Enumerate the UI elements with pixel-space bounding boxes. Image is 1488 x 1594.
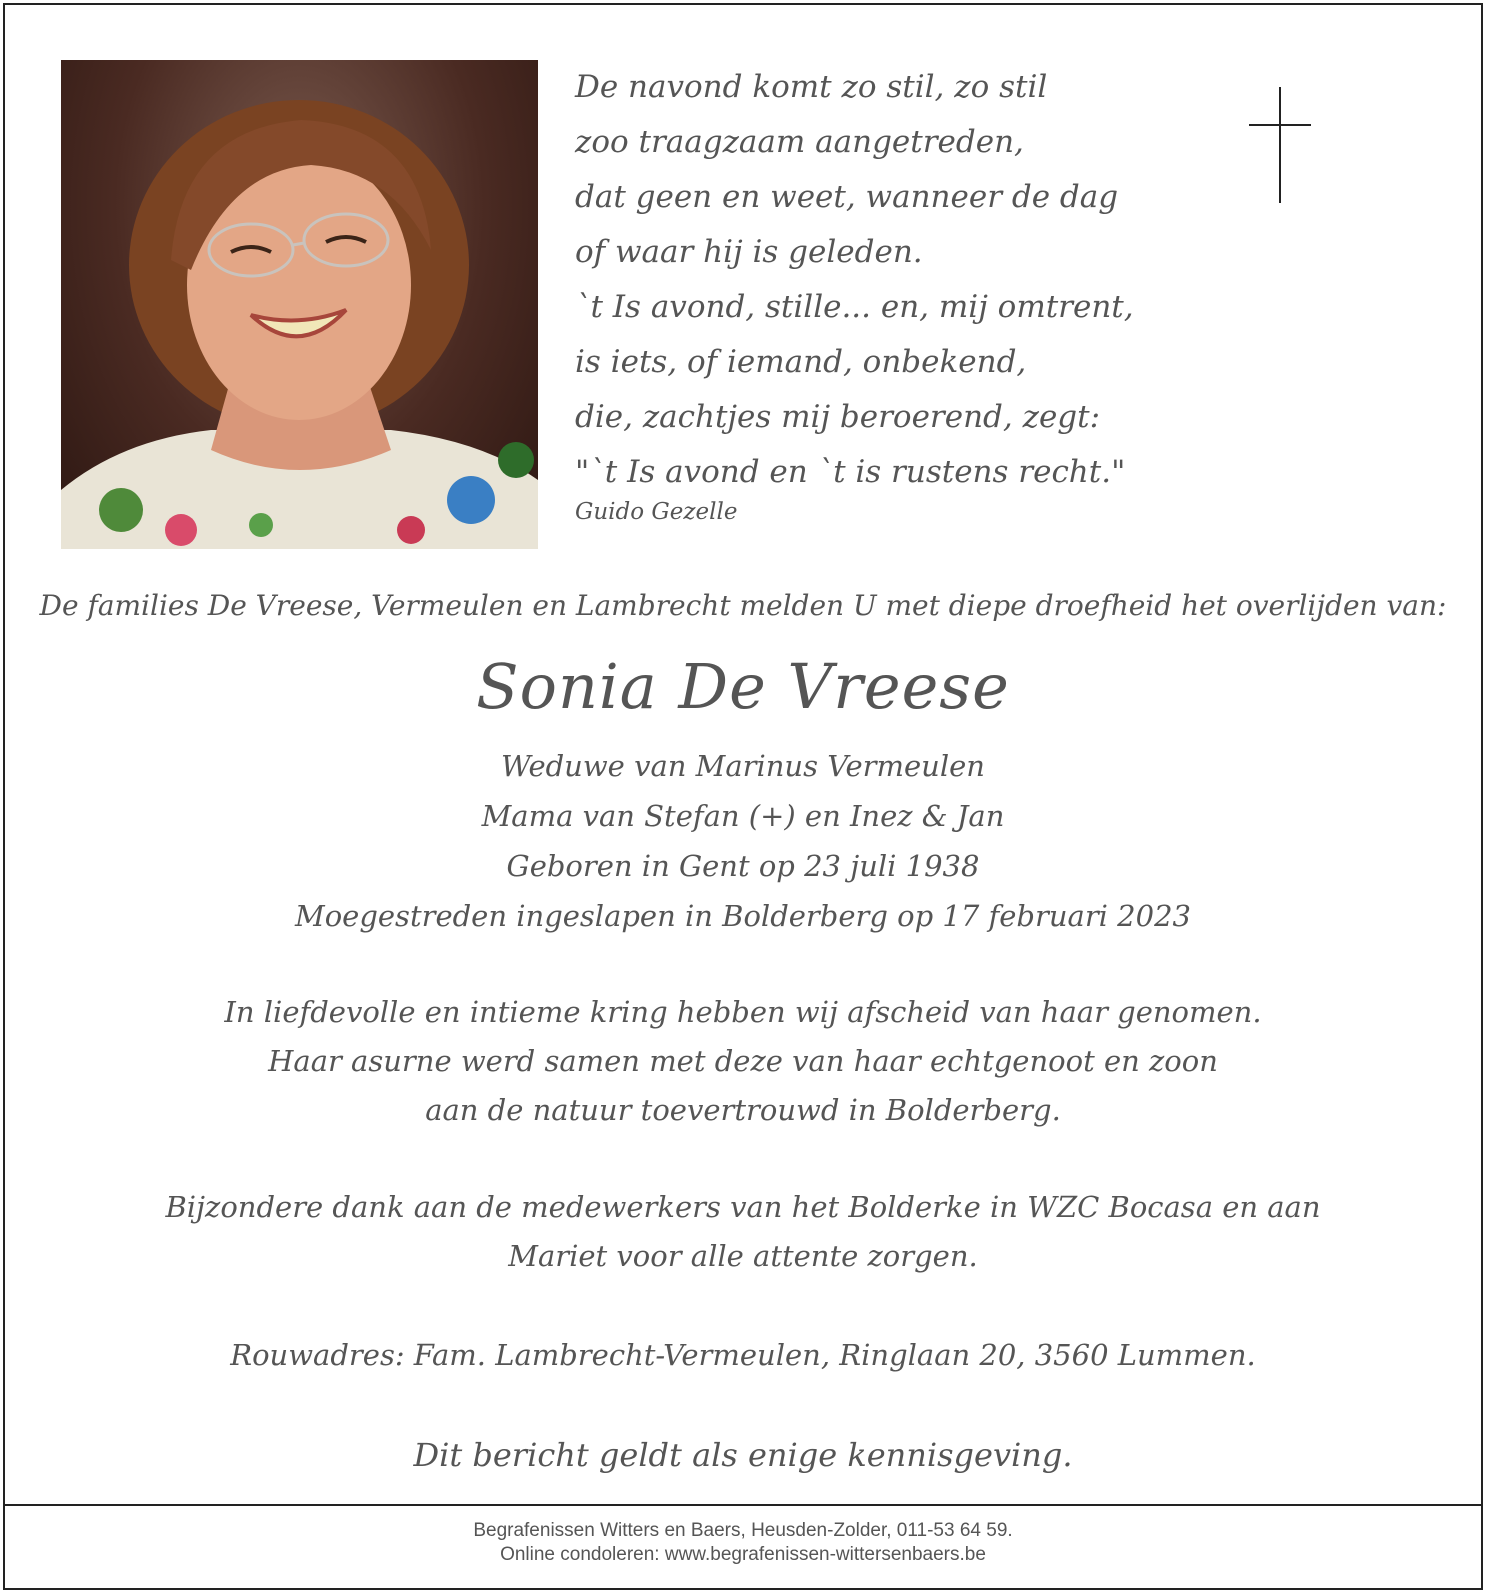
poem-line: dat geen en weet, wanneer de dag xyxy=(575,179,1119,215)
deceased-details xyxy=(5,741,1481,941)
thanks-line: Mariet voor alle attente zorgen. xyxy=(508,1239,978,1273)
death-notice xyxy=(3,3,1483,1590)
farewell-text xyxy=(5,988,1481,1135)
poem-line: zoo traagzaam aangetreden, xyxy=(575,124,1024,160)
detail-line: Geboren in Gent op 23 juli 1938 xyxy=(506,849,980,883)
farewell-line: aan de natuur toevertrouwd in Bolderberg. xyxy=(425,1093,1061,1127)
announcement: De families De Vreese, Vermeulen en Lambrecht melden U met diepe droefheid het overlijden van: xyxy=(39,589,1447,622)
thanks-line: Bijzondere dank aan de medewerkers van het Bolderke in WZC Bocasa en aan xyxy=(165,1190,1321,1224)
farewell-line: In liefdevolle en intieme kring hebben wij afscheid van haar genomen. xyxy=(224,995,1262,1029)
detail-line: Moegestreden ingeslapen in Bolderberg op 17 februari 2023 xyxy=(295,899,1191,933)
poem-line: is iets, of iemand, onbekend, xyxy=(575,344,1027,380)
poem-author: Guido Gezelle xyxy=(575,499,738,525)
poem xyxy=(575,60,1135,528)
footer-divider xyxy=(5,1504,1481,1506)
poem-line: die, zachtjes mij beroerend, zegt: xyxy=(575,399,1101,435)
detail-line: Weduwe van Marinus Vermeulen xyxy=(501,749,985,783)
poem-line: "`t Is avond en `t is rustens recht." xyxy=(575,454,1126,490)
poem-line: `t Is avond, stille... en, mij omtrent, xyxy=(575,289,1134,325)
detail-line: Mama van Stefan (+) en Inez & Jan xyxy=(481,799,1005,833)
cross-icon xyxy=(1249,87,1311,203)
poem-line: of waar hij is geleden. xyxy=(575,234,923,270)
farewell-line: Haar asurne werd samen met deze van haar echtgenoot en zoon xyxy=(268,1044,1218,1078)
footer-condolence-link[interactable]: Online condoleren: www.begrafenissen-wittersenbaers.be xyxy=(500,1544,986,1565)
thanks-text xyxy=(5,1183,1481,1281)
portrait-photo xyxy=(61,60,538,549)
mourning-address: Rouwadres: Fam. Lambrecht-Vermeulen, Ringlaan 20, 3560 Lummen. xyxy=(230,1338,1256,1372)
poem-line: De navond komt zo stil, zo stil xyxy=(575,69,1048,105)
footer-funeral-home: Begrafenissen Witters en Baers, Heusden-Zolder, 011-53 64 59. xyxy=(473,1520,1013,1541)
footer xyxy=(5,1519,1481,1567)
final-notice: Dit bericht geldt als enige kennisgeving. xyxy=(413,1436,1073,1474)
deceased-name: Sonia De Vreese xyxy=(476,650,1010,723)
